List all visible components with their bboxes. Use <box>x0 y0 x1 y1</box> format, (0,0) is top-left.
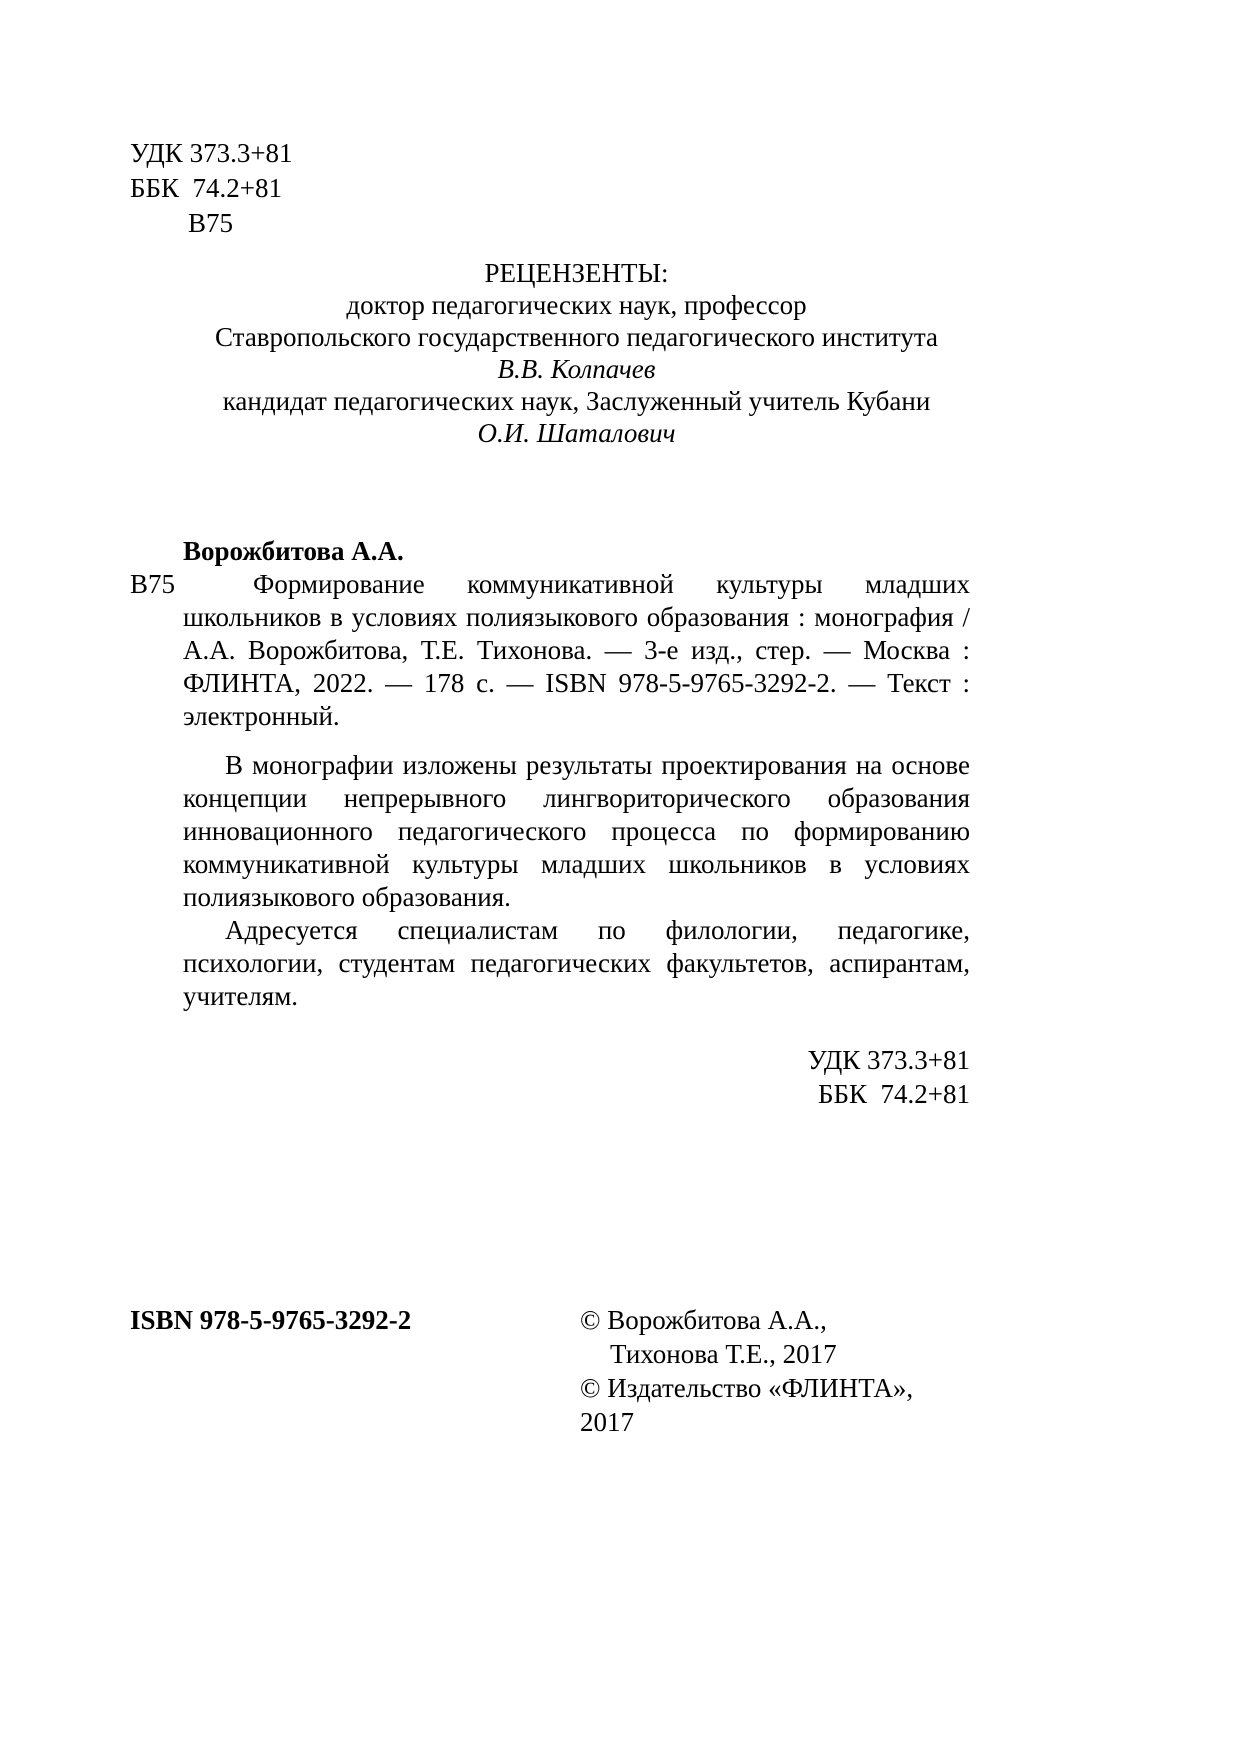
top-codes-block <box>130 136 970 241</box>
copyright-line-author-1: © Ворожбитова А.А., <box>580 1305 827 1335</box>
annotation-section <box>183 749 970 1013</box>
udc-code-top: УДК 373.3+81 <box>130 138 293 168</box>
isbn-number: ISBN 978-5-9765-3292-2 <box>130 1305 412 1335</box>
annotation-paragraph-2: Адресуется специалистам по филологии, педагогике, психологии, студентам педагогических факультетов, аспирантам, учителям. <box>183 915 970 1011</box>
copyright-line-publisher: © Издательство «ФЛИНТА», 2017 <box>580 1373 914 1437</box>
book-author: Ворожбитова А.А. <box>183 536 404 566</box>
reviewer-1-degree: доктор педагогических наук, профессор <box>346 290 807 320</box>
bbk-code-bottom: ББК 74.2+81 <box>818 1079 970 1109</box>
author-sign-top: В75 <box>188 208 234 238</box>
bibliographic-entry <box>130 568 970 733</box>
reviewer-1-name: В.В. Колпачев <box>497 354 656 384</box>
catalog-card <box>130 535 970 733</box>
imprint-footer <box>130 1303 970 1437</box>
udc-code-bottom: УДК 373.3+81 <box>807 1045 970 1075</box>
bottom-codes-block <box>130 1043 970 1111</box>
copyright-block <box>580 1303 970 1439</box>
bbk-code-top: ББК 74.2+81 <box>130 173 282 203</box>
bibliographic-description: Формирование коммуникативной культуры младших школьников в условиях полиязыкового образования : монография / А.А. Ворожбитова, Т.Е. Тихонова. — 3-е изд., стер. — Москва : ФЛИНТА, 2022. — 178 с. — ISBN 978-5-9765-3292-2. — Текст : электронный. <box>183 569 970 731</box>
reviewer-1-institute: Ставропольского государственного педагогического института <box>215 322 938 352</box>
reviewers-section <box>183 257 970 449</box>
reviewers-heading: РЕЦЕНЗЕНТЫ: <box>484 258 669 288</box>
reviewer-2-name: О.И. Шаталович <box>477 418 676 448</box>
reviewer-2-degree: кандидат педагогических наук, Заслуженный учитель Кубани <box>222 386 931 416</box>
author-sign-margin: В75 <box>130 569 176 599</box>
annotation-paragraph-1: В монографии изложены результаты проектирования на основе концепции непрерывного лингвориторического образования инновационного педагогического процесса по формированию коммуникативной культуры младших школьников в условиях полиязыкового образования. <box>183 750 970 912</box>
copyright-line-author-2: Тихонова Т.Е., 2017 <box>610 1339 837 1369</box>
